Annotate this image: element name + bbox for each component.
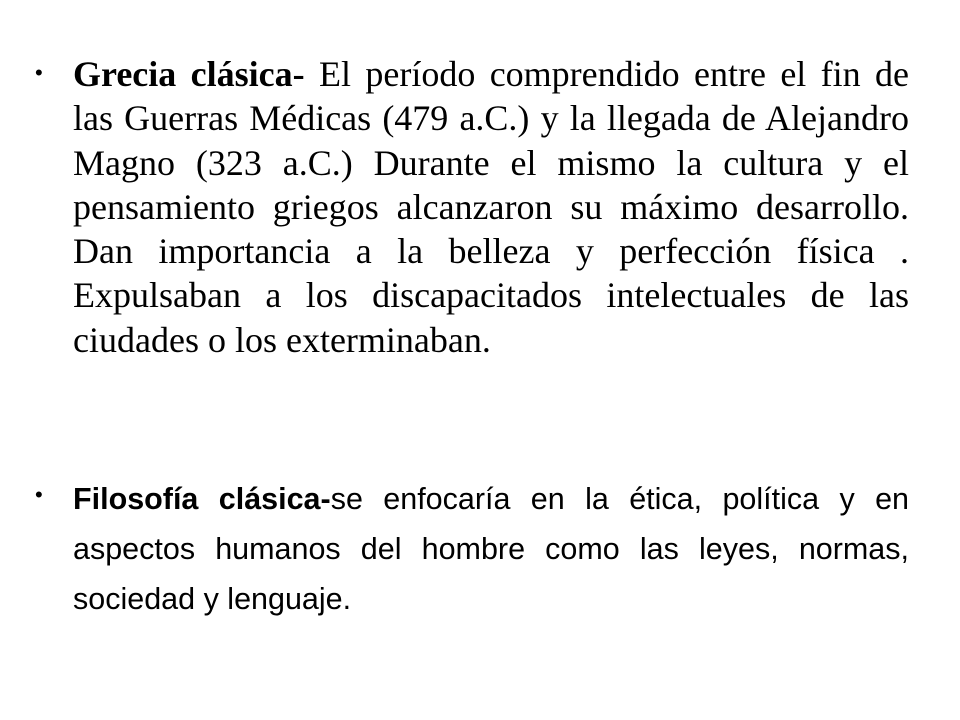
bullet-paragraph bbox=[73, 52, 909, 362]
bullet-paragraph bbox=[73, 474, 909, 624]
bullet-lead-term: Grecia clásica- bbox=[73, 54, 305, 94]
bullet-lead-term: Filosofía clásica- bbox=[73, 482, 331, 516]
bullet-icon: • bbox=[35, 60, 43, 85]
bullet-body-text: El período comprendido entre el fin de las Guerras Médicas (479 a.C.) y la llegada de Alejandro Magno (323 a.C.) Durante el mismo la cultura y el pensamiento griegos alcanzaron su máximo desarrollo. Dan importancia a la belleza y perfección física . Expulsaban a los discapacitados intelectuales de las ciudades o los exterminaban. bbox=[73, 54, 910, 360]
bullet-body-text: se enfocaría en la ética, política y en aspectos humanos del hombre como las leyes, normas, sociedad y lenguaje. bbox=[73, 482, 909, 616]
bullet-icon: • bbox=[35, 482, 43, 507]
